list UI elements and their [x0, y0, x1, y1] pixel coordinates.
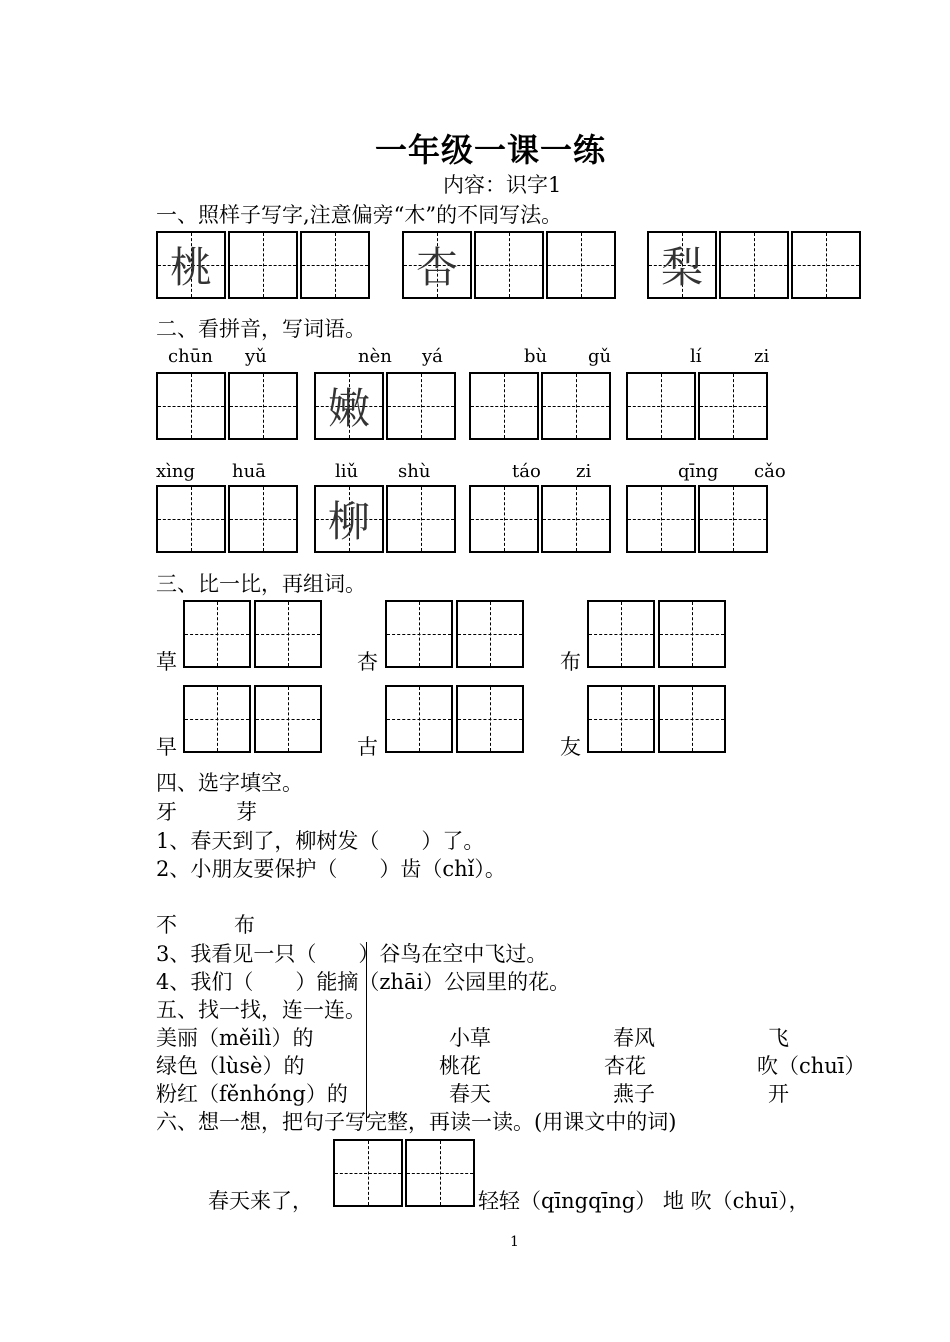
pinyin: nèn	[358, 346, 392, 367]
writing-grid[interactable]	[228, 372, 298, 440]
match-item[interactable]: 春天	[449, 1082, 491, 1106]
writing-grid[interactable]	[541, 372, 611, 440]
writing-grid[interactable]	[546, 231, 616, 299]
writing-grid[interactable]	[254, 600, 322, 668]
pinyin: yá	[422, 346, 443, 367]
sample-char: 桃	[169, 243, 212, 292]
writing-grid[interactable]	[647, 231, 717, 299]
compare-char: 古	[357, 735, 378, 759]
question-1[interactable]: 1、春天到了，柳树发（ ）了。	[156, 829, 485, 853]
writing-grid[interactable]	[719, 231, 789, 299]
writing-grid[interactable]	[698, 372, 768, 440]
writing-grid[interactable]	[156, 372, 226, 440]
pinyin: cǎo	[754, 461, 786, 482]
sample-char: 柳	[327, 497, 370, 546]
match-item[interactable]: 粉红（fěnhóng）的	[156, 1082, 348, 1106]
writing-grid[interactable]	[228, 485, 298, 553]
writing-grid[interactable]	[626, 485, 696, 553]
writing-grid[interactable]	[314, 372, 384, 440]
sentence-end: 轻轻（qīngqīng） 地 吹（chuī），	[478, 1189, 810, 1213]
section-5-heading: 五、找一找，连一连。	[156, 998, 366, 1022]
writing-grid[interactable]	[626, 372, 696, 440]
writing-grid[interactable]	[156, 485, 226, 553]
section-2-heading: 二、看拼音，写词语。	[156, 317, 366, 341]
writing-grid[interactable]	[183, 600, 251, 668]
writing-grid[interactable]	[474, 231, 544, 299]
pinyin: liǔ	[335, 461, 359, 482]
choice-char: 布	[234, 913, 255, 937]
compare-char: 布	[560, 650, 581, 674]
writing-grid[interactable]	[456, 600, 524, 668]
pinyin: qīng	[678, 461, 719, 482]
writing-grid[interactable]	[300, 231, 370, 299]
pinyin: shù	[398, 461, 431, 482]
writing-grid[interactable]	[402, 231, 472, 299]
writing-grid[interactable]	[456, 685, 524, 753]
choice-char: 牙	[156, 800, 177, 824]
compare-char: 杏	[357, 650, 378, 674]
page-title: 一年级一课一练	[375, 131, 607, 169]
writing-grid[interactable]	[156, 231, 226, 299]
page-subtitle: 内容：识字1	[443, 173, 562, 197]
match-item[interactable]: 吹（chuī）	[757, 1054, 866, 1078]
pinyin: chūn	[168, 346, 213, 367]
writing-grid[interactable]	[541, 485, 611, 553]
choice-char: 芽	[236, 800, 257, 824]
compare-char: 友	[560, 735, 581, 759]
section-1-heading: 一、照样子写字,注意偏旁“木”的不同写法。	[156, 203, 563, 227]
sentence-start: 春天来了，	[208, 1189, 313, 1213]
writing-grid[interactable]	[469, 372, 539, 440]
sample-char: 杏	[415, 243, 458, 292]
sample-char: 嫩	[327, 384, 370, 433]
section-6-heading: 六、想一想，把句子写完整，再读一读。(用课文中的词)	[156, 1110, 677, 1134]
pinyin: yǔ	[245, 346, 267, 367]
writing-grid[interactable]	[698, 485, 768, 553]
writing-grid[interactable]	[587, 600, 655, 668]
writing-grid[interactable]	[386, 485, 456, 553]
writing-grid[interactable]	[587, 685, 655, 753]
compare-char: 早	[156, 735, 177, 759]
pinyin: zi	[576, 461, 592, 482]
match-item[interactable]: 桃花	[439, 1054, 481, 1078]
pinyin: zi	[754, 346, 770, 367]
choice-char: 不	[156, 913, 177, 937]
pinyin: táo	[512, 461, 541, 482]
writing-grid[interactable]	[385, 685, 453, 753]
match-item[interactable]: 开	[768, 1082, 789, 1106]
pinyin: lí	[690, 346, 702, 367]
section-3-heading: 三、比一比，再组词。	[156, 572, 366, 596]
section-4-heading: 四、选字填空。	[156, 771, 303, 795]
writing-grid[interactable]	[333, 1139, 403, 1207]
pinyin: gǔ	[588, 346, 612, 367]
divider-line	[366, 942, 367, 1122]
writing-grid[interactable]	[228, 231, 298, 299]
question-2[interactable]: 2、小朋友要保护（ ）齿（chǐ）。	[156, 857, 506, 881]
writing-grid[interactable]	[791, 231, 861, 299]
writing-grid[interactable]	[183, 685, 251, 753]
match-item[interactable]: 美丽（měilì）的	[156, 1026, 314, 1050]
pinyin: bù	[524, 346, 548, 367]
question-4[interactable]: 4、我们（ ）能摘（zhāi）公园里的花。	[156, 970, 571, 994]
writing-grid[interactable]	[658, 600, 726, 668]
writing-grid[interactable]	[405, 1139, 475, 1207]
match-item[interactable]: 小草	[449, 1026, 491, 1050]
writing-grid[interactable]	[385, 600, 453, 668]
writing-grid[interactable]	[386, 372, 456, 440]
sample-char: 梨	[660, 243, 703, 292]
match-item[interactable]: 燕子	[613, 1082, 655, 1106]
writing-grid[interactable]	[658, 685, 726, 753]
pinyin: xìng	[156, 461, 196, 482]
pinyin: huā	[232, 461, 266, 482]
writing-grid[interactable]	[254, 685, 322, 753]
question-3[interactable]: 3、我看见一只（ ）谷鸟在空中飞过。	[156, 942, 548, 966]
match-item[interactable]: 绿色（lùsè）的	[156, 1054, 305, 1078]
match-item[interactable]: 飞	[768, 1026, 789, 1050]
writing-grid[interactable]	[469, 485, 539, 553]
page-number: 1	[510, 1234, 519, 1250]
match-item[interactable]: 春风	[613, 1026, 655, 1050]
writing-grid[interactable]	[314, 485, 384, 553]
compare-char: 草	[156, 650, 177, 674]
match-item[interactable]: 杏花	[604, 1054, 646, 1078]
